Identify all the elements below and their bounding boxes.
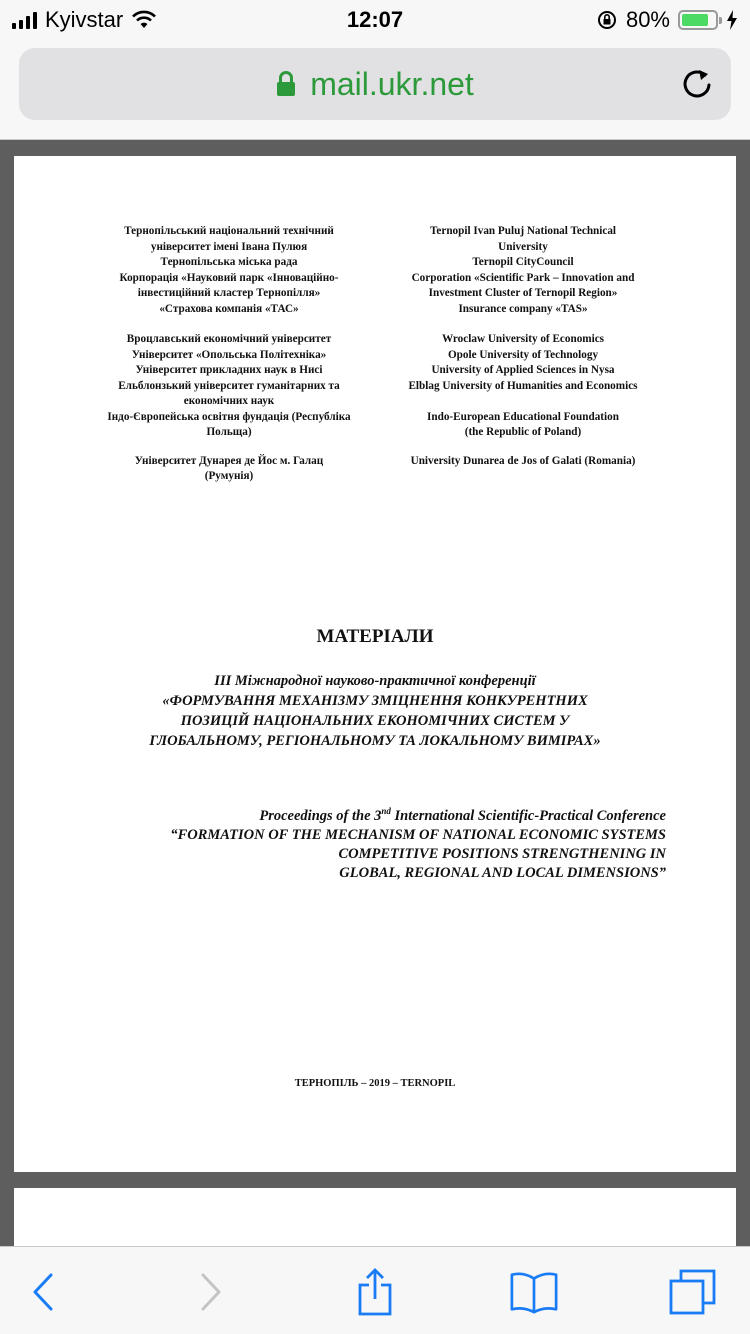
forward-button[interactable] [186,1267,236,1317]
ua-line: ГЛОБАЛЬНОМУ, РЕГІОНАЛЬНОМУ ТА ЛОКАЛЬНОМУ ВИМІРАХ» [149,733,601,749]
en-line-pre: Proceedings of the 3 [259,807,382,824]
carrier-name: Kyivstar [45,7,124,32]
bookmarks-button[interactable] [509,1267,559,1317]
conference-title-ua [84,671,666,751]
address-bar-area [0,40,750,140]
org-line: економічних наук [183,395,275,407]
ua-line: «ФОРМУВАННЯ МЕХАНІЗМУ ЗМІЦНЕННЯ КОНКУРЕНТНИХ [162,693,588,709]
battery-group [596,6,738,34]
en-line [66,802,666,826]
share-button[interactable] [350,1267,400,1317]
ordinal-suffix: nd [381,806,391,816]
ua-line: ІІІ Міжнародної науково-практичної конференції [214,673,536,689]
org-line: Університет прикладних наук в Нисі [135,364,323,376]
org-line: інвестиційний кластер Тернопілля» [137,287,321,299]
org-line [388,394,658,410]
org-line: Ternopil CityCouncil [472,256,574,268]
org-line: Indo-European Educational Foundation [427,410,619,423]
org-line: Університет Дунарея де Йос м. Галац [134,454,324,467]
org-line: Elblag University of Humanities and Economics [408,379,638,392]
reload-icon[interactable] [679,66,715,102]
share-icon [355,1267,395,1317]
tabs-button[interactable] [668,1267,718,1317]
org-line: University Dunarea de Jos of Galati (Romania) [410,454,636,467]
chevron-right-icon [199,1272,223,1312]
org-line: Ternopil Ivan Puluj National Technical [429,225,617,237]
organizers-ua [74,224,384,485]
org-line: Тернопільський національний технічний [124,225,334,237]
chevron-left-icon [31,1272,55,1312]
publication-place-year: ТЕРНОПІЛЬ – 2019 – TERNOPIL [294,1078,456,1089]
org-line: університет імені Івана Пулюя [150,240,308,253]
battery-icon [678,10,718,30]
tabs-icon [668,1267,718,1317]
org-line: (Румунія) [204,470,254,482]
book-icon [509,1270,559,1314]
org-line: Тернопільська міська рада [160,256,298,268]
next-document-page [14,1188,736,1246]
document-page [14,156,736,1172]
en-line-post: International Scientific-Practical Conference [390,807,666,824]
organizers-en [388,224,658,469]
browser-toolbar [0,1246,750,1334]
org-line: (the Republic of Poland) [464,426,582,438]
en-line: “FORMATION OF THE MECHANISM OF NATIONAL ECONOMIC SYSTEMS [170,826,666,843]
org-line: Індо-Європейська освітня фундація (Республіка [107,410,351,423]
en-line: COMPETITIVE POSITIONS STRENGTHENING IN [338,845,666,862]
org-line: University [498,240,548,253]
document-title: МАТЕРІАЛИ [316,626,434,647]
status-bar [0,0,750,40]
org-line: Польща) [206,426,252,438]
battery-level [682,14,708,26]
back-button[interactable] [18,1267,68,1317]
address-bar[interactable] [19,48,731,120]
org-line: «Страхова компанія «ТАС» [159,302,299,315]
ua-line: ПОЗИЦІЙ НАЦІОНАЛЬНИХ ЕКОНОМІЧНИХ СИСТЕМ У [180,713,570,729]
org-line: Investment Cluster of Ternopil Region» [428,287,618,299]
org-line: Corporation «Scientific Park – Innovation and [411,271,635,284]
org-line: Wroclaw University of Economics [441,333,605,345]
orientation-lock-icon [596,9,618,31]
charging-bolt-icon [726,10,738,30]
clock: 12:07 [346,7,404,32]
url-text[interactable]: mail.ukr.net [310,65,474,102]
conference-title-en [66,802,666,883]
org-line: Opole University of Technology [447,348,599,361]
org-line: Вроцлавський економічний університет [126,333,332,345]
en-line: GLOBAL, REGIONAL AND LOCAL DIMENSIONS” [339,864,666,881]
org-line: Ельблонзький університет гуманітарних та [118,379,340,392]
org-line: Корпорація «Науковий парк «Інноваційно- [119,271,339,284]
lock-icon [276,71,296,97]
battery-percent: 80% [625,7,670,32]
org-line: University of Applied Sciences in Nysa [431,364,615,376]
org-line: Університет «Опольська Політехніка» [131,348,327,361]
pdf-viewer[interactable] [0,140,750,1246]
org-line: Insurance company «TAS» [458,302,588,315]
